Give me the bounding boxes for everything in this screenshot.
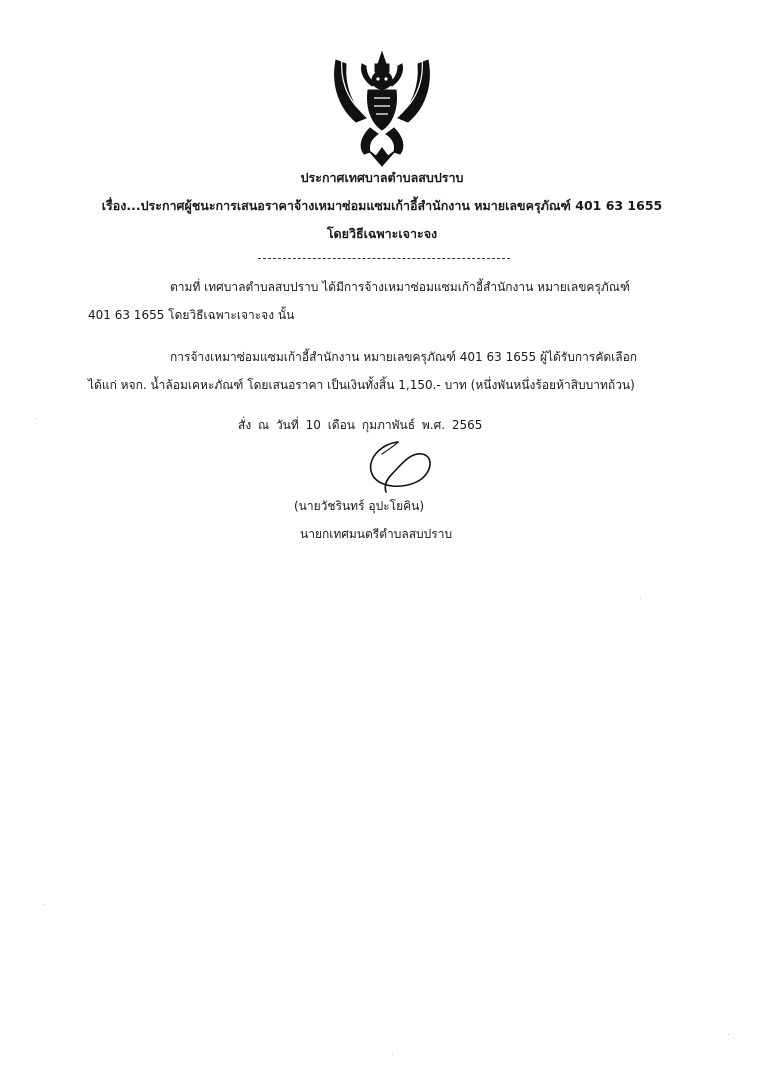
order-date: สั่ง ณ วันที่ 10 เดือน กุมภาพันธ์ พ.ศ. 2565 bbox=[238, 418, 483, 432]
scan-speck bbox=[36, 418, 37, 419]
signer-position: นายกเทศมนตรีตำบลสบปราบ bbox=[300, 527, 453, 541]
paragraph-1-line-2: 401 63 1655 โดยวิธีเฉพาะเจาะจง นั้น bbox=[88, 308, 295, 322]
dashed-divider bbox=[258, 258, 510, 259]
scan-speck bbox=[392, 1054, 393, 1055]
signer-name: (นายวัชรินทร์ อุปะโยคิน) bbox=[294, 499, 425, 513]
garuda-emblem-icon bbox=[328, 50, 436, 168]
announcement-title: ประกาศเทศบาลตำบลสบปราบ bbox=[300, 170, 464, 185]
procurement-method: โดยวิธีเฉพาะเจาะจง bbox=[326, 226, 438, 241]
scan-speck bbox=[728, 1034, 729, 1035]
scan-speck bbox=[640, 598, 641, 599]
paragraph-2-line-2: ได้แก่ หจก. น้ำล้อมเคหะภัณฑ์ โดยเสนอราคา เป็นเงินทั้งสิ้น 1,150.- บาท (หนึ่งพันหนึ่งร้อยห้าสิบบาทถ้วน) bbox=[88, 378, 635, 392]
paragraph-1-line-1: ตามที่ เทศบาลตำบลสบปราบ ได้มีการจ้างเหมาซ่อมแซมเก้าอี้สำนักงาน หมายเลขครุภัณฑ์ bbox=[170, 280, 630, 294]
paragraph-2-line-1: การจ้างเหมาซ่อมแซมเก้าอี้สำนักงาน หมายเลขครุภัณฑ์ 401 63 1655 ผู้ได้รับการคัดเลือก bbox=[170, 350, 638, 364]
scan-speck bbox=[44, 904, 45, 905]
announcement-subject: เรื่อง...ประกาศผู้ชนะการเสนอราคาจ้างเหมาซ่อมแซมเก้าอี้สำนักงาน หมายเลขครุภัณฑ์ 401 63 1655 bbox=[101, 198, 663, 213]
handwritten-signature bbox=[358, 438, 440, 494]
